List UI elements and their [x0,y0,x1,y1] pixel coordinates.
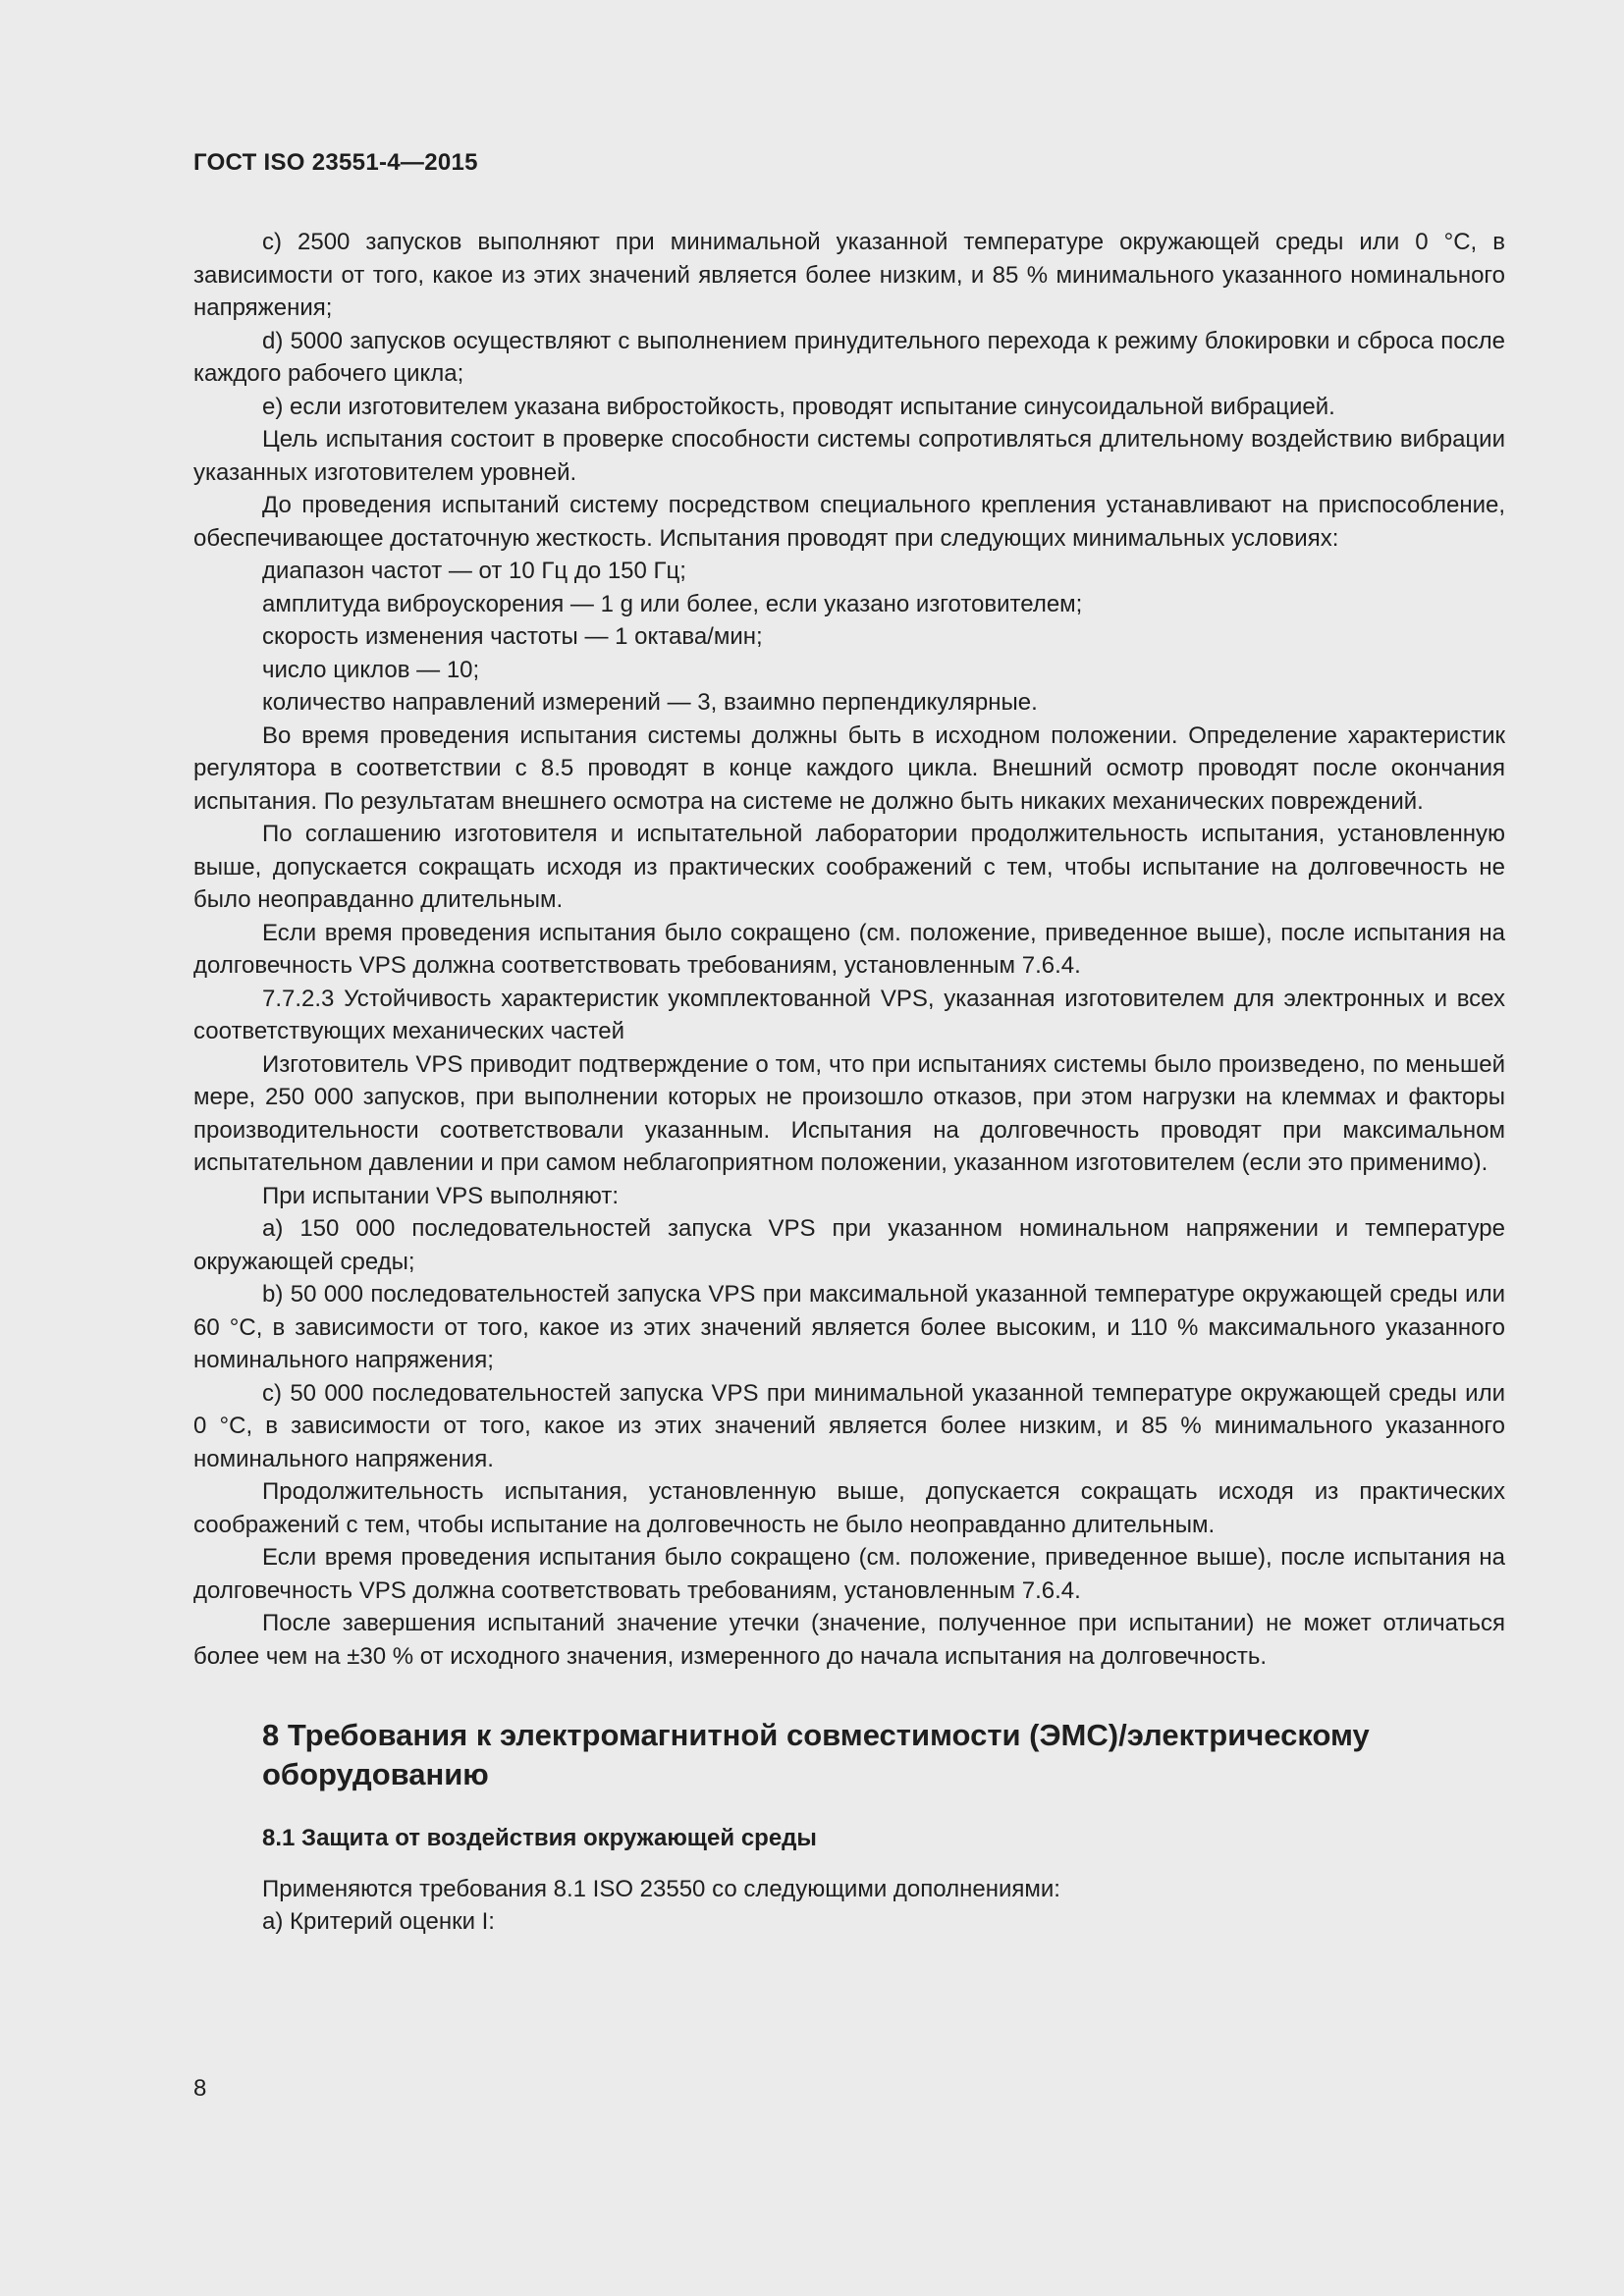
paragraph: c) 2500 запусков выполняют при минимальной указанной температуре окружающей среды или 0 °С, в зависимости от того, какое из этих значений является более низким, и 85 % минимального указанного номинального напряжения; [193,229,1505,321]
paragraph: d) 5000 запусков осуществляют с выполнением принудительного перехода к режиму блокировки и сброса после каждого рабочего цикла; [193,327,1505,387]
paragraph: Если время проведения испытания было сокращено (см. положение, приведенное выше), после испытания на долговечность VPS должна соответствовать требованиям, установленным 7.6.4. [193,1544,1505,1604]
document-body [193,226,1505,1939]
list-item: число циклов — 10; [262,656,480,683]
list-item: амплитуда виброускорения — 1 g или более, если указано изготовителем; [262,590,1083,617]
paragraph: Продолжительность испытания, установленную выше, допускается сокращать исходя из практических соображений с тем, чтобы испытание на долговечность не было неоправданно длительным. [193,1478,1505,1538]
paragraph: a) 150 000 последовательностей запуска VPS при указанном номинальном напряжении и температуре окружающей среды; [193,1215,1505,1275]
paragraph: При испытании VPS выполняют: [262,1182,620,1209]
paragraph: Изготовитель VPS приводит подтверждение о том, что при испытаниях системы было произведено, по меньшей мере, 250 000 запусков, при выполнении которых не произошло отказов, при этом нагрузки на клеммах и факторы производительности соответствовали указанным. Испытания на долговечность проводят при максимальном испытательном давлении и при самом неблагоприятном положении, указанном изготовителем (если это применимо). [193,1050,1505,1176]
list-item: скорость изменения частоты — 1 октава/мин; [262,623,763,650]
page-number: 8 [193,2075,207,2102]
section-heading: 8 Требования к электромагнитной совместимости (ЭМС)/электрическому оборудованию [262,1718,1370,1791]
document-header: ГОСТ ISO 23551-4—2015 [193,149,478,176]
paragraph: Цель испытания состоит в проверке способности системы сопротивляться длительному воздействию вибрации указанных изготовителем уровней. [193,426,1505,486]
paragraph: c) 50 000 последовательностей запуска VPS при минимальной указанной температуре окружающей среды или 0 °С, в зависимости от того, какое из этих значений является более низким, и 85 % минимального указанного номинального напряжения. [193,1379,1505,1472]
paragraph: Во время проведения испытания системы должны быть в исходном положении. Определение характеристик регулятора в соответствии с 8.5 проводят в конце каждого цикла. Внешний осмотр проводят после окончания испытания. По результатам внешнего осмотра на системе не должно быть никаких механических повреждений. [193,721,1505,815]
paragraph: Если время проведения испытания было сокращено (см. положение, приведенное выше), после испытания на долговечность VPS должна соответствовать требованиям, установленным 7.6.4. [193,919,1505,979]
paragraph: Применяются требования 8.1 ISO 23550 со следующими дополнениями: [262,1875,1060,1902]
paragraph: По соглашению изготовителя и испытательной лаборатории продолжительность испытания, установленную выше, допускается сокращать исходя из практических соображений с тем, чтобы испытание на долговечность не было неоправданно длительным. [193,821,1505,913]
subsection-heading: 8.1 Защита от воздействия окружающей среды [262,1825,817,1851]
paragraph: До проведения испытаний систему посредством специального крепления устанавливают на приспособление, обеспечивающее достаточную жесткость. Испытания проводят при следующих минимальных условиях: [193,492,1505,552]
paragraph: b) 50 000 последовательностей запуска VPS при максимальной указанной температуре окружающей среды или 60 °С, в зависимости от того, какое из этих значений является более высоким, и 110 % максимального указанного номинального напряжения; [193,1281,1505,1373]
paragraph: а) Критерий оценки I: [262,1908,495,1935]
paragraph: e) если изготовителем указана вибростойкость, проводят испытание синусоидальной вибрацией. [262,393,1335,420]
clause-heading: 7.7.2.3 Устойчивость характеристик укомплектованной VPS, указанная изготовителем для электронных и всех соответствующих механических частей [193,985,1505,1044]
list-item: диапазон частот — от 10 Гц до 150 Гц; [262,558,686,584]
paragraph: После завершения испытаний значение утечки (значение, полученное при испытании) не может отличаться более чем на ±30 % от исходного значения, измеренного до начала испытания на долговечность. [193,1610,1505,1670]
list-item: количество направлений измерений — 3, взаимно перпендикулярные. [262,689,1038,716]
